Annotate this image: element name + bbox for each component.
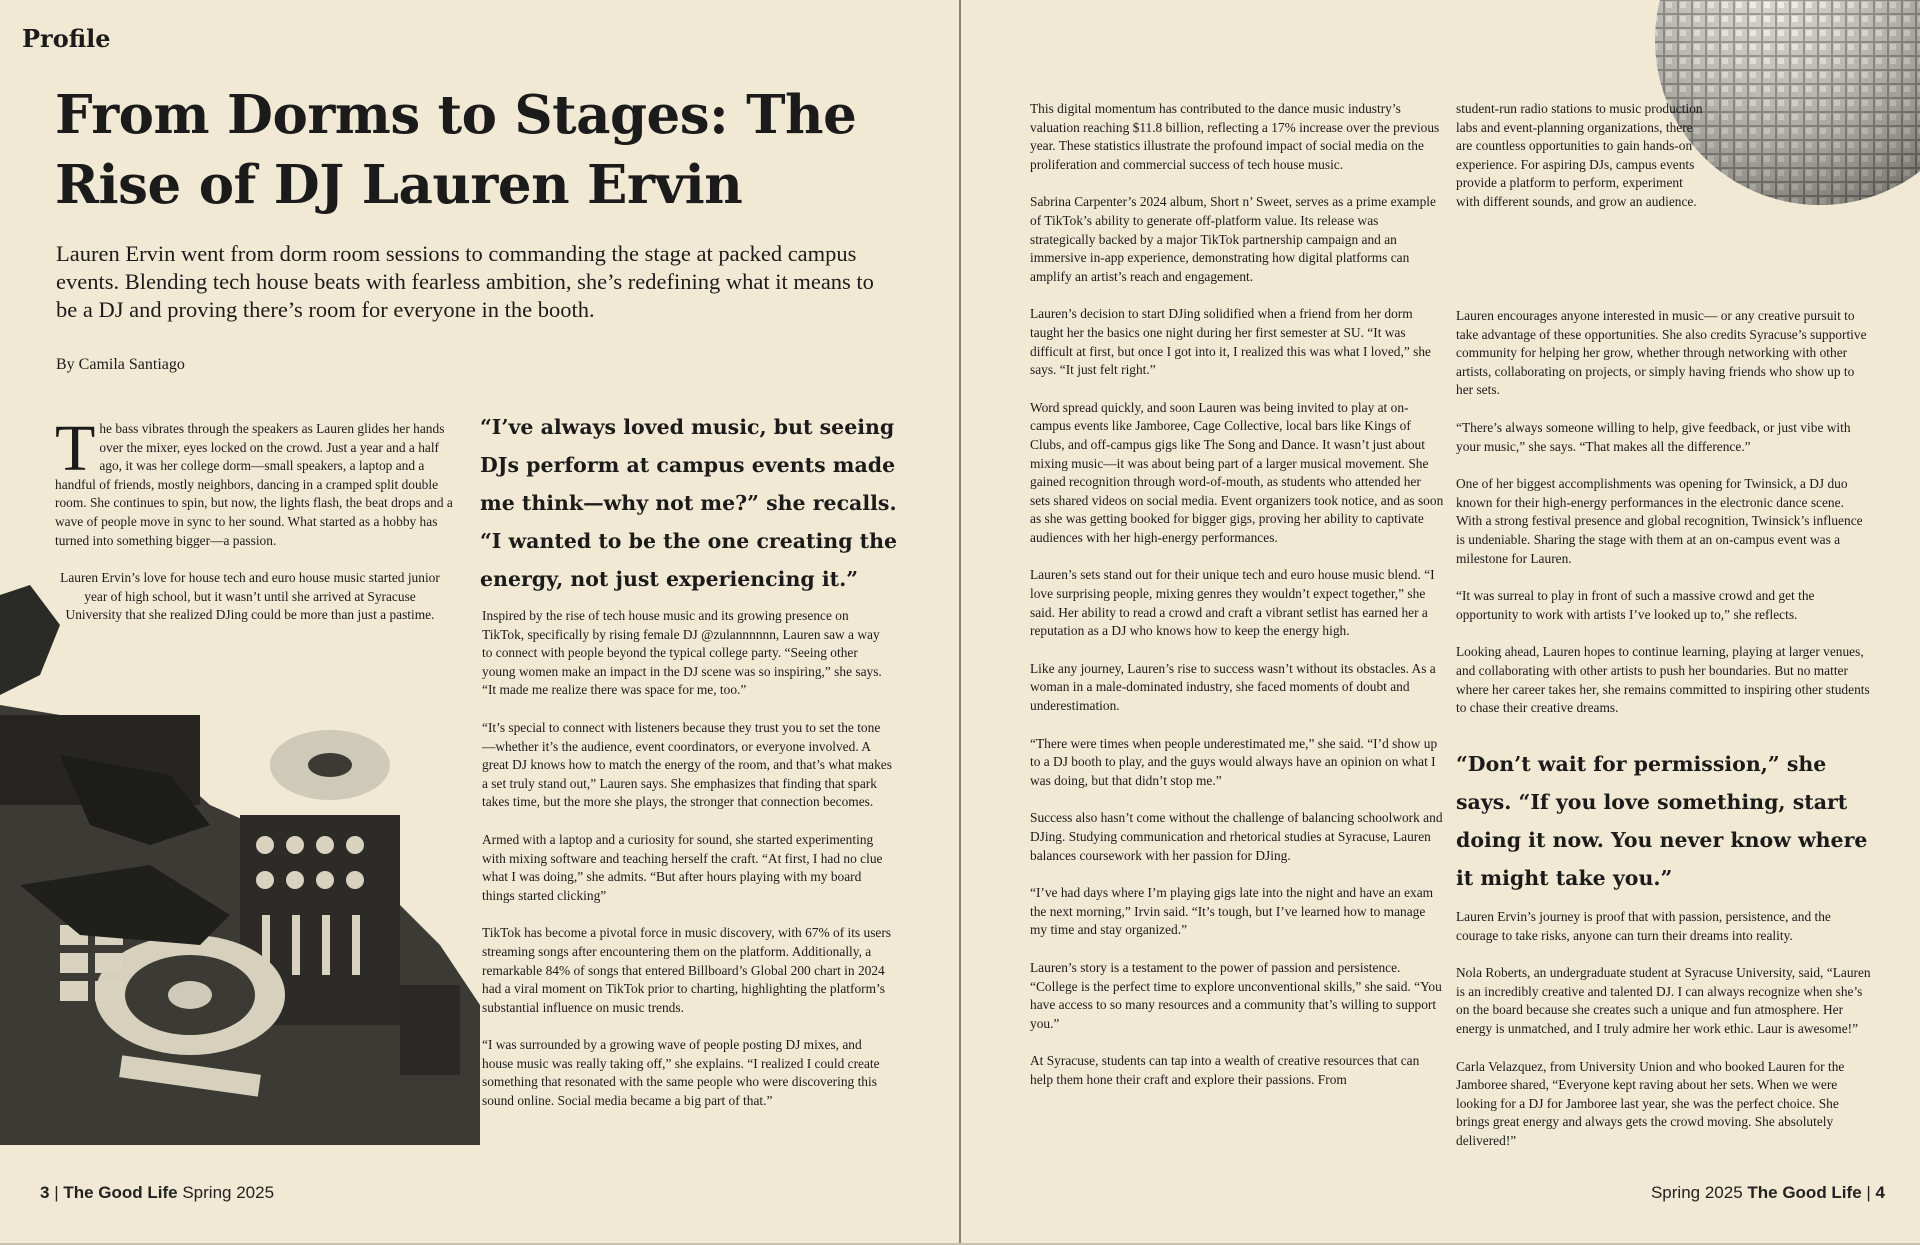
paragraph: “There’s always someone willing to help, give feedback, or just vibe with your music,” she says. “That makes all the difference.” xyxy=(1456,419,1851,454)
paragraph: One of her biggest accomplishments was opening for Twinsick, a DJ duo known for their high-energy performances in the electronic dance scene. With a strong festival presence and global recognition, Twinsick’s influence is undeniable. Sharing the stage with them at an on-campus event was a milestone for Lauren. xyxy=(1456,476,1863,566)
pull-quote: “I’ve always loved music, but seeing DJs perform at campus events made me think—why not me?” she recalls. “I wanted to be the one creating the energy, not just experiencing it.” xyxy=(480,415,898,591)
left-page xyxy=(0,0,959,1245)
paragraph: Sabrina Carpenter’s 2024 album, Short n’ Sweet, serves as a prime example of TikTok’s ability to generate off-platform value. Its release was strategically backed by a major TikTok partnership campaign and an immersive in-app experience, demonstrating how digital platforms can amplify an artist’s reach and engagement. xyxy=(1030,194,1436,284)
paragraph: “I’ve had days where I’m playing gigs late into the night and have an exam the next morning,” Irvin said. “It’s tough, but I’ve learned how to manage my time and stay organized.” xyxy=(1030,885,1434,938)
left-column-2 xyxy=(482,607,892,1130)
pull-quote: “Don’t wait for permission,” she says. “If you love something, start doing it now. You never know where it might take you.” xyxy=(1456,752,1868,890)
paragraph: Lauren’s decision to start DJing solidified when a friend from her dorm taught her the basics one night during her first semester at SU. “It was difficult at first, but once I got into it, I realized this was what I loved,” she says. “It just felt right.” xyxy=(1030,306,1431,378)
magazine-name: The Good Life xyxy=(1747,1183,1862,1202)
folio-separator: | xyxy=(1861,1183,1876,1202)
section-label: Profile xyxy=(22,24,111,53)
headline: From Dorms to Stages: The Rise of DJ Lauren Ervin xyxy=(55,84,857,216)
byline: By Camila Santiago xyxy=(56,356,185,373)
paragraph: This digital momentum has contributed to the dance music industry’s valuation reaching $11.8 billion, reflecting a 17% increase over the previous year. These statistics illustrate the profound impact of social media on the proliferation and commercial success of tech house music. xyxy=(1030,101,1440,172)
right-page xyxy=(961,0,1920,1245)
paragraph-text: he bass vibrates through the speakers as Lauren glides her hands over the mixer, eyes locked on the crowd. Just a year and a half ago, it was her college dorm—small speakers, a laptop and a handful of friends, mostly neighbors, dancing in a cramped split double room. She continues to spin, but now, the lights flash, the beat drops and a wave of people move in sync to her sound. What started as a hobby has turned into something bigger—a passion. xyxy=(55,421,453,548)
paragraph: At Syracuse, students can tap into a wealth of creative resources that can help them hone their craft and explore their passions. From xyxy=(1030,1053,1420,1087)
issue-date: Spring 2025 xyxy=(1650,1183,1748,1202)
paragraph xyxy=(55,412,455,550)
paragraph: Lauren’s sets stand out for their unique tech and euro house music blend. “I love surprising people, mixing genres they wouldn’t expect together,” she said. Her ability to read a crowd and craft a vibrant setlist has earned her a reputation as a DJ who knows how to keep the energy high. xyxy=(1030,567,1435,639)
dj-turntable-photo xyxy=(0,585,480,1145)
paragraph: Carla Velazquez, from University Union and who booked Lauren for the Jamboree shared, “Everyone kept raving about her sets. When we were looking for a DJ for Jamboree last year, she was the perfect choice. She brings great energy and always gets the crowd moving. She absolutely delivered!” xyxy=(1456,1058,1845,1148)
right-column-2 xyxy=(1456,307,1871,737)
folio-separator: | xyxy=(49,1183,64,1202)
left-folio xyxy=(40,1183,274,1203)
paragraph: Nola Roberts, an undergraduate student at Syracuse University, said, “Lauren is an incredibly creative and talented DJ. I can always recognize when she’s on the board because she creates such a unique and fun atmosphere. Her energy is unmatched, and I truly admire her work ethic. Laur is awesome!” xyxy=(1456,965,1871,1036)
dek: Lauren Ervin went from dorm room sessions to commanding the stage at packed campus events. Blending tech house beats with fearless ambition, she’s redefining what it means to be a DJ and proving there’s room for everyone in the booth. xyxy=(56,241,874,322)
right-column-2-top xyxy=(1456,100,1706,231)
paragraph: Lauren Ervin’s love for house tech and euro house music started junior year of high school, but it wasn’t until she arrived at Syracuse University that she realized DJing could be more than just a pastime. xyxy=(60,570,440,623)
right-column-2-bottom xyxy=(1456,908,1871,1170)
paragraph: TikTok has become a pivotal force in music discovery, with 67% of its users streaming songs after encountering them on the platform. Additionally, a remarkable 84% of songs that entered Billboard’s Global 200 chart in 2024 had a viral moment on TikTok prior to charting, highlighting the platform’s substantial influence on music trends. xyxy=(482,925,892,1015)
paragraph: Lauren’s story is a testament to the power of passion and persistence. “College is the perfect time to explore unconventional skills,” she said. “You have access to so many resources and a community that’s willing to support you.” xyxy=(1030,959,1442,1031)
right-column-1 xyxy=(1030,100,1444,1109)
drop-cap: T xyxy=(55,412,96,485)
paragraph: Lauren Ervin’s journey is proof that with passion, persistence, and the courage to take risks, anyone can turn their dreams into reality. xyxy=(1456,909,1831,943)
magazine-name: The Good Life xyxy=(63,1183,178,1202)
paragraph: student-run radio stations to music production labs and event-planning organizations, there are countless opportunities to gain hands-on experience. For aspiring DJs, campus events provide a platform to perform, experiment with different sounds, and grow an audience. xyxy=(1456,101,1703,209)
paragraph: Success also hasn’t come without the challenge of balancing schoolwork and DJing. Studying communication and rhetorical studies at Syracuse, Lauren balances coursework with her passion for DJing. xyxy=(1030,810,1443,863)
paragraph: “There were times when people underestimated me,” she said. “I’d show up to a DJ booth to play, and the guys would always have an opinion on what I was doing, but that didn’t stop me.” xyxy=(1030,735,1438,788)
issue-date: Spring 2025 xyxy=(177,1183,275,1202)
right-folio xyxy=(1651,1183,1885,1203)
paragraph: “It’s special to connect with listeners because they trust you to set the tone—whether it’s the audience, event coordinators, or everyone involved. A great DJ knows how to match the energy of the room, and that’s what makes a set truly stand out,” Lauren says. She emphasizes that finding that spark takes time, but the more she plays, the stronger that connection becomes. xyxy=(482,719,892,810)
paragraph: “I was surrounded by a growing wave of people posting DJ mixes, and house music was really taking off,” she explains. “I realized I could create something that resonated with the same people who were discovering this sound online. Social media became a big part of that.” xyxy=(482,1037,880,1109)
paragraph: Lauren encourages anyone interested in music— or any creative pursuit to take advantage of these opportunities. She also credits Syracuse’s supportive community for helping her grow, whether through networking with other artists, collaborating on projects, or simply having friends who show up to her sets. xyxy=(1456,308,1867,398)
page-number: 4 xyxy=(1875,1183,1885,1202)
paragraph: Armed with a laptop and a curiosity for sound, she started experimenting with mixing software and teaching herself the craft. “At first, I had no clue what I was doing,” she admits. “But after hours playing with my board things started clicking” xyxy=(482,831,883,903)
paragraph: Inspired by the rise of tech house music and its growing presence on TikTok, specifically by rising female DJ @zulannnnnn, Lauren saw a way to connect with people beyond the typical college party. “Seeing other young women make an impact in the DJ scene was so inspiring,” she says. “It made me realize there was space for me, too.” xyxy=(482,608,882,698)
page-number: 3 xyxy=(40,1183,50,1202)
paragraph: “It was surreal to play in front of such a massive crowd and get the opportunity to work with artists I’ve looked up to,” she reflects. xyxy=(1456,588,1815,622)
paragraph: Like any journey, Lauren’s rise to success wasn’t without its obstacles. As a woman in a male-dominated industry, she faced moments of doubt and underestimation. xyxy=(1030,660,1436,714)
paragraph: Looking ahead, Lauren hopes to continue learning, playing at larger venues, and collaborating with other artists to push her boundaries. But no matter where her career takes her, she remains committed to inspiring other students to chase their creative dreams. xyxy=(1456,644,1870,716)
paragraph: Word spread quickly, and soon Lauren was being invited to play at on-campus events like Jamboree, Cage Collective, local bars like Kings of Clubs, and off-campus gigs like The Song and Dance. It wasn’t just about mixing music—it was about being part of a larger musical movement. She gained recognition through word-of-mouth, as students who attended her sets shared videos on social media. Event organizers took notice, and as soon as she was getting booked for bigger gigs, proving her ability to captivate audiences with her high-energy performances. xyxy=(1030,399,1444,545)
